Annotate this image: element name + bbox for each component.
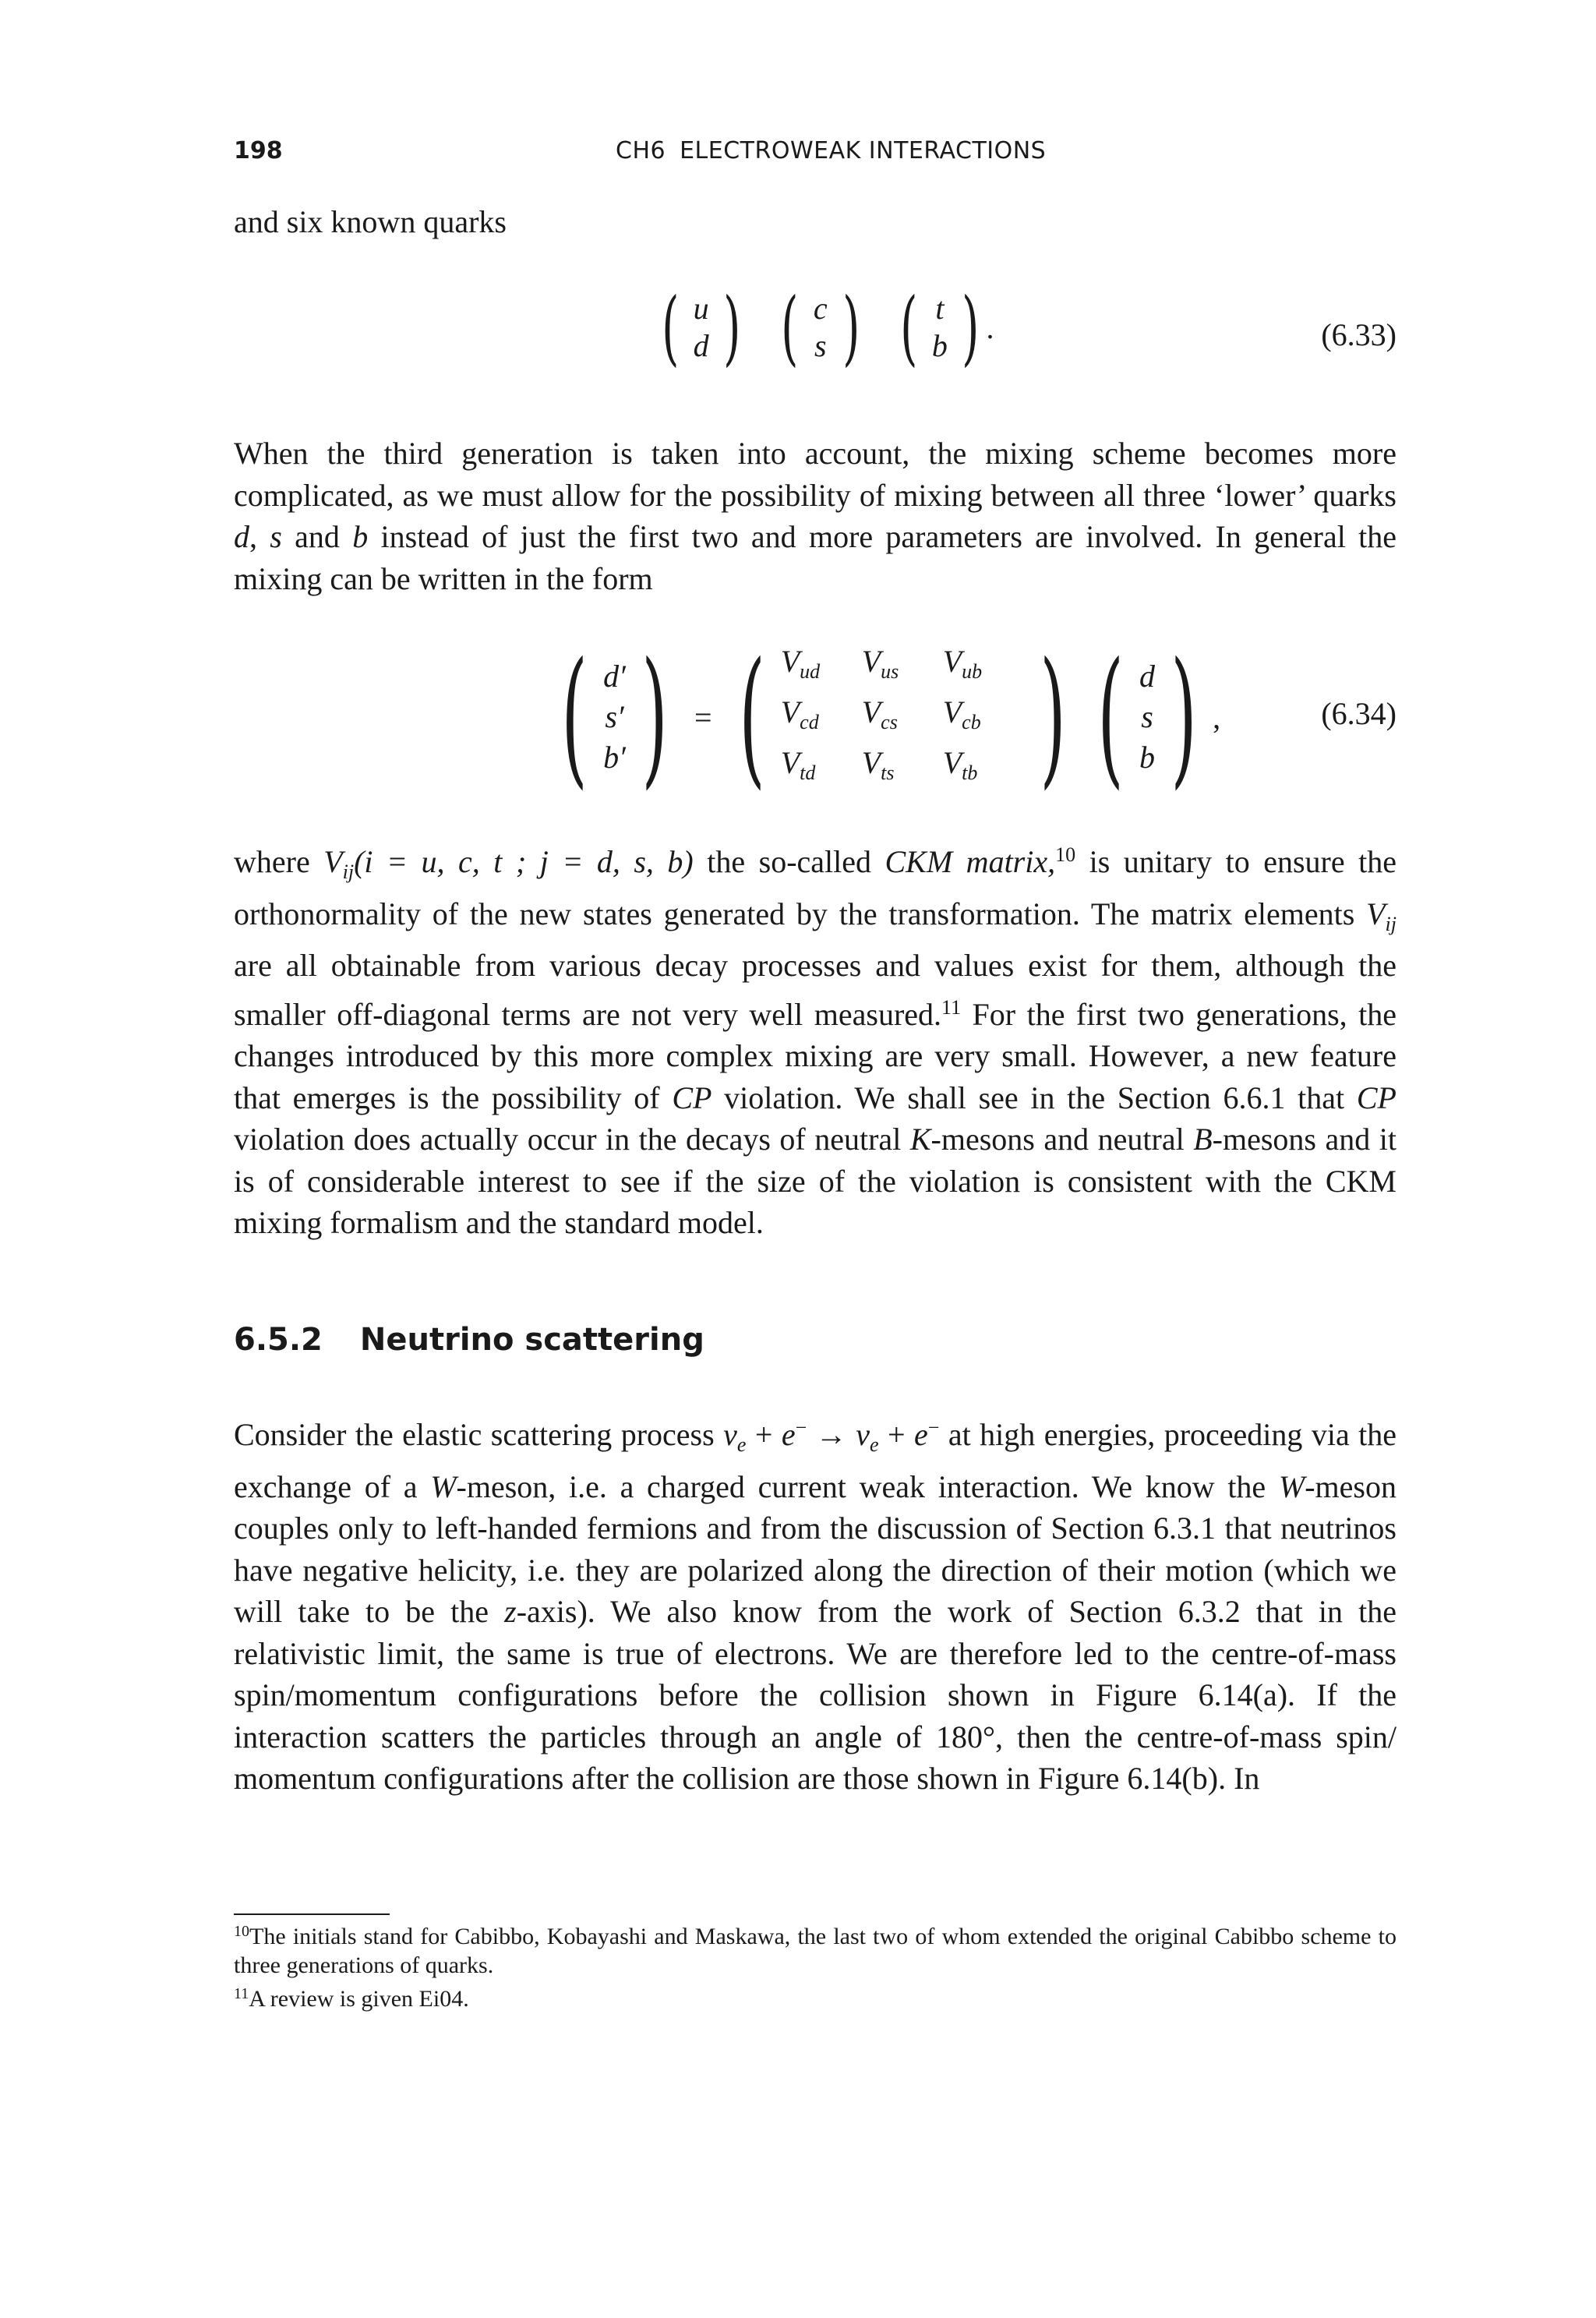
rhs-vector: ( d s b ) <box>1097 631 1197 803</box>
v-ts: $V_{ts}$ <box>861 744 895 784</box>
page-number: 198 <box>234 137 283 164</box>
paragraph-mixing: When the third generation is taken into account, the mixing scheme becomes more complicated, as we must allow for the possibility of mixing between all three ‘lower’ quarks d, s and b instead of just the first two and more parameters are involved. In general the mixing can be written in the form <box>234 436 1397 596</box>
chapter-name: ELECTROWEAK INTERACTIONS <box>680 137 1047 164</box>
footnote-10-text: The initials stand for Cabibbo, Kobayashi and Maskawa, the last two of whom extended the original Cabibbo scheme to three generations of quarks. <box>234 1924 1396 1978</box>
equals-sign: = <box>694 699 712 735</box>
footnote-ref-10[interactable]: 10 <box>1055 843 1076 866</box>
lhs-vector: ( d′ s′ b′ ) <box>561 631 668 803</box>
doublet-ud: ( u d ) <box>662 280 741 375</box>
footnote-rule <box>234 1913 390 1915</box>
equation-6-33 <box>234 280 1396 380</box>
v-td: $V_{td}$ <box>780 744 816 784</box>
s: s <box>1141 699 1153 734</box>
d-prime: d′ <box>603 659 626 694</box>
v-cs: $V_{cs}$ <box>861 694 898 733</box>
section-number: 6.5.2 <box>234 1322 323 1358</box>
quark-b: b <box>931 328 948 363</box>
intro-line: and six known quarks <box>234 204 507 239</box>
footnote-11 <box>234 1980 1396 2013</box>
quark-u: u <box>693 291 709 326</box>
quark-s: s <box>814 328 827 363</box>
quark-t: t <box>935 291 945 326</box>
quark-c: c <box>813 291 828 326</box>
d: d <box>1139 659 1156 694</box>
chapter-label: CH6 <box>616 137 666 164</box>
eq-6-34-comma: , <box>1213 699 1221 735</box>
doublet-tb: ( t b ) <box>900 280 980 375</box>
doublet-cs: ( c s ) <box>781 280 860 375</box>
b: b <box>1139 740 1156 775</box>
v-us: $V_{us}$ <box>861 643 899 683</box>
section-heading <box>234 1322 704 1358</box>
s-prime: s′ <box>605 699 624 734</box>
v-ud: $V_{ud}$ <box>780 643 821 683</box>
footnotes <box>234 1917 1396 2013</box>
book-page <box>234 0 1396 2318</box>
paragraph-ckm: where $V_{ij}(i = u$, c, t ; j = d, s, b) the so-called CKM matrix,$^{10}$ is unitary to ensure the orthonormality of the new states generated by the transformation. The matrix elements $V_{ij}$ are all obtainable from various decay processes and values exist for them, although the smaller off-diagonal terms are not very well measured.$^{11}$ For the first two generations, the changes introduced by this more complex mixing are very small. However, a new feature that emerges is the possibility of CP violation. We shall see in the Section 6.6.1 that CP violation does actually occur in the decays of neutral K-mesons and neutral B-mesons and it is of considerable interest to see if the size of the violation is consistent with the CKM mixing formalism and the standard model. <box>234 843 1397 1240</box>
ckm-matrix: ( $V_{ud}$ $V_{us}$ $V_{ub}$ $V_{cd}$ $V_{cs}$ $V_{cb}$ $V_{td}$ $V_{ts}$ $V_{tb}$ ) <box>738 631 1066 803</box>
footnote-mark-10: 10 <box>234 1923 249 1940</box>
footnote-ref-11[interactable]: 11 <box>941 995 962 1019</box>
b-prime: b′ <box>603 740 626 775</box>
eq-6-33-period: . <box>986 309 994 345</box>
ckm-equation <box>546 631 1221 803</box>
paragraph-neutrino-scattering: Consider the elastic scattering process $\nu_e + e^- \to \nu_e + e^-$ at high energies, proceeding via the exchange of a W-meson, i.e. a charged current weak interaction. We know the W-meson couples only to left-handed fermions and from the discussion of Section 6.3.1 that neutrinos have negative helicity, i.e. they are polarized along the direction of their motion (which we will take to be the z-axis). We also know from the work of Section 6.3.2 that in the relativistic limit, the same is true of electrons. We are therefore led to the centre-of-mass spin/momentum configurations before the collision shown in Figure 6.14(a). If the interaction scatters the particles through an angle of 180°, then the centre-of-mass spin/ momentum configurations after the collision are those shown in Figure 6.14(b). In <box>234 1416 1397 1796</box>
v-cd: $V_{cd}$ <box>780 694 819 733</box>
v-cb: $V_{cb}$ <box>942 694 981 733</box>
quark-d: d <box>693 328 709 363</box>
v-tb: $V_{tb}$ <box>942 744 978 784</box>
footnote-10 <box>234 1917 1396 1980</box>
equation-number-6-33: (6.33) <box>1321 317 1396 352</box>
chapter-title <box>616 137 1046 164</box>
footnote-mark-11: 11 <box>234 1985 249 2002</box>
equation-6-34 <box>234 631 1396 803</box>
equation-number-6-34: (6.34) <box>1321 696 1396 731</box>
running-header <box>234 137 1396 171</box>
v-ub: $V_{ub}$ <box>942 643 983 683</box>
footnote-11-text: A review is given Ei04. <box>249 1986 469 2012</box>
quark-doublets <box>655 280 994 375</box>
section-title: Neutrino scattering <box>359 1322 704 1358</box>
